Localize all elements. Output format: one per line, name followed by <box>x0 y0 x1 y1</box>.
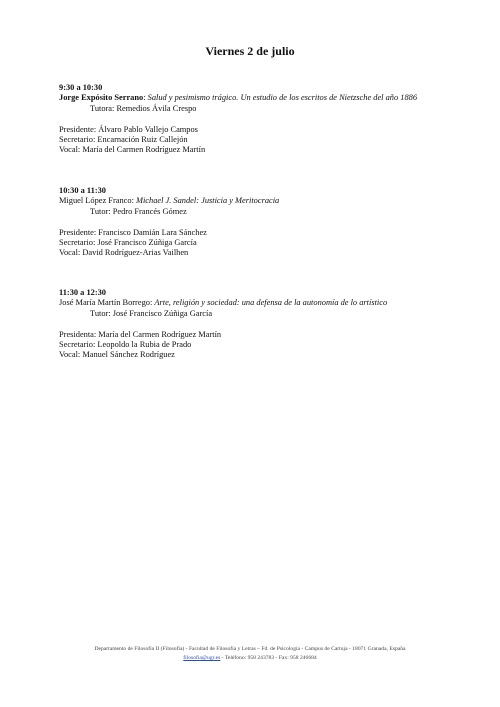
student-name: Jorge Expósito Serrano <box>59 93 144 103</box>
thesis-title: Salud y pesimismo trágico. Un estudio de los escritos de Nietzsche del año 1886 <box>147 93 418 103</box>
committee-member: Vocal: Manuel Sánchez Rodríguez <box>59 350 175 360</box>
committee-member: Vocal: María del Carmen Rodríguez Martín <box>59 145 206 155</box>
session-block <box>59 83 479 156</box>
committee-member: Secretario: Encarnación Ruiz Callejón <box>59 135 188 145</box>
footer-address: Departamento de Filosofía II (Filosofía) - Facultad de Filosofía y Letras – Fd. de Psicología - Campus de Cartuja - 18071 Granada, España <box>94 646 406 652</box>
footer-phone-fax: - Teléfono: 958 243783 - Fax: 958 246684 <box>220 655 317 661</box>
session-presentation <box>59 196 479 206</box>
thesis-title: Arte, religión y sociedad: una defensa de la autonomía de lo artístico <box>154 298 388 308</box>
session-block <box>59 186 479 259</box>
session-time: 11:30 a 12:30 <box>59 288 106 297</box>
student-name: Miguel López Franco <box>59 196 132 206</box>
committee-member: Secretario: Leopoldo la Rubia de Prado <box>59 340 192 350</box>
separator: : <box>131 196 136 206</box>
committee-member: Presidente: Francisco Damián Lara Sánchez <box>59 227 207 237</box>
session-block <box>59 288 479 361</box>
committee-member: Presidenta: María del Carmen Rodríguez Martín <box>59 329 222 339</box>
tutor: Tutor: José Francisco Zúñiga García <box>90 308 213 318</box>
session-time: 9:30 a 10:30 <box>59 83 103 92</box>
separator: : <box>149 298 155 308</box>
footer-contact <box>0 654 500 663</box>
page-title: Viernes 2 de julio <box>205 44 295 58</box>
separator: : <box>143 93 148 103</box>
session-presentation <box>59 298 479 308</box>
page-footer <box>0 645 500 663</box>
tutor: Tutora: Remedios Ávila Crespo <box>90 103 197 113</box>
session-presentation <box>59 93 479 103</box>
committee-member: Vocal: David Rodríguez-Arias Vailhen <box>59 248 189 258</box>
tutor: Tutor: Pedro Francés Gómez <box>90 206 187 216</box>
session-time: 10:30 a 11:30 <box>59 186 106 195</box>
thesis-title: Michael J. Sandel: Justicia y Meritocracia <box>135 196 280 206</box>
committee-member: Presidente: Álvaro Pablo Vallejo Campos <box>59 124 198 134</box>
student-name: José María Martín Borrego <box>59 298 150 308</box>
email-link[interactable]: filosofia@ugr.es <box>183 655 221 661</box>
committee-member: Secretario: José Francisco Zúñiga García <box>59 238 197 248</box>
